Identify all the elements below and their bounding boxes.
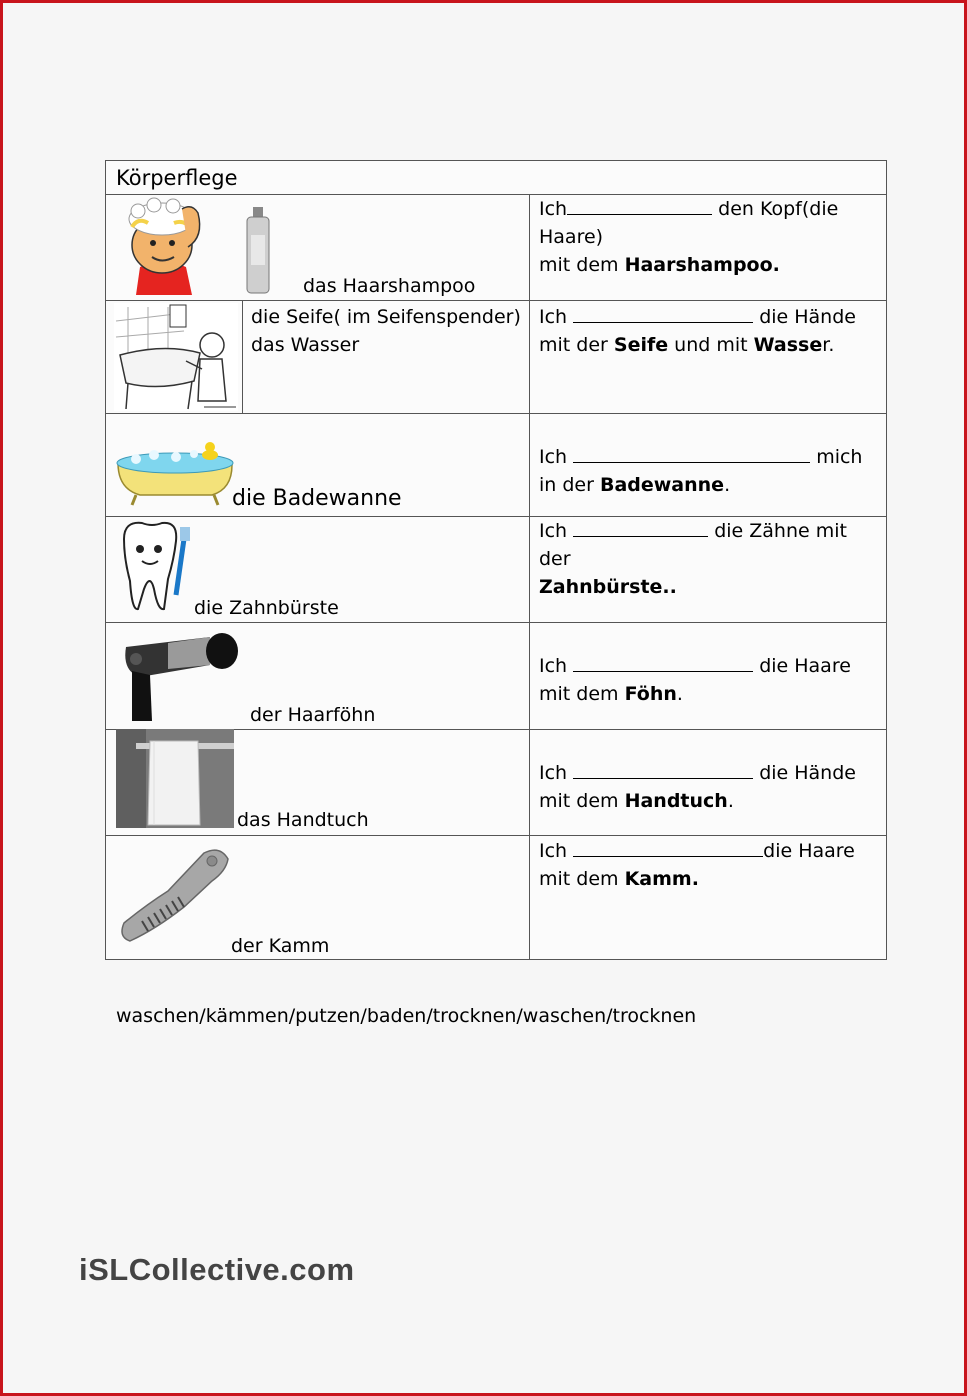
shampoo-bottle-icon: [245, 207, 271, 295]
item-label: die Seife( im Seifenspender): [251, 306, 521, 328]
item-label: der Haarföhn: [250, 704, 376, 726]
answer-blank[interactable]: [573, 517, 708, 537]
answer-blank[interactable]: [573, 652, 753, 672]
word-bank: waschen/kämmen/putzen/baden/trocknen/waschen/trocknen: [116, 1005, 697, 1027]
answer-blank[interactable]: [567, 195, 712, 215]
exercise-sentence: Ich die Haare mit dem Föhn.: [539, 652, 884, 708]
towel-icon: [116, 729, 234, 828]
item-label: das Handtuch: [237, 809, 369, 831]
brand-watermark: iSLCollective.com: [79, 1252, 355, 1287]
item-label: der Kamm: [231, 935, 330, 957]
exercise-sentence: Ich die Haare mit dem Kamm.: [539, 837, 884, 893]
worksheet-title: Körperflege: [116, 166, 238, 190]
item-label: das Wasser: [251, 334, 360, 356]
answer-blank[interactable]: [573, 759, 753, 779]
exercise-sentence: Ich die Zähne mit der Zahnbürste..: [539, 517, 884, 601]
girl-washing-hands-icon: [114, 303, 238, 411]
item-label: die Zahnbürste: [194, 597, 339, 619]
answer-blank[interactable]: [573, 303, 753, 323]
hair-dryer-icon: [118, 631, 240, 723]
exercise-sentence: Ich die Hände mit der Seife und mit Wasser.: [539, 303, 884, 359]
answer-blank[interactable]: [573, 837, 763, 857]
row-divider: [106, 835, 886, 836]
item-label: das Haarshampoo: [303, 275, 476, 297]
answer-blank[interactable]: [573, 443, 810, 463]
tooth-with-toothbrush-icon: [118, 519, 198, 613]
row-divider: [106, 413, 886, 414]
column-divider: [529, 194, 530, 960]
boy-washing-hair-icon: [118, 197, 208, 295]
column-divider: [242, 300, 243, 413]
bathtub-icon: [114, 439, 236, 507]
item-label: die Badewanne: [232, 486, 402, 511]
worksheet-table: [105, 160, 887, 960]
exercise-sentence: Ich mich in der Badewanne.: [539, 443, 884, 499]
row-divider: [106, 300, 886, 301]
row-divider: [106, 622, 886, 623]
comb-icon: [116, 845, 234, 945]
exercise-sentence: Ich den Kopf(die Haare) mit dem Haarshampoo.: [539, 195, 884, 279]
exercise-sentence: Ich die Hände mit dem Handtuch.: [539, 759, 884, 815]
